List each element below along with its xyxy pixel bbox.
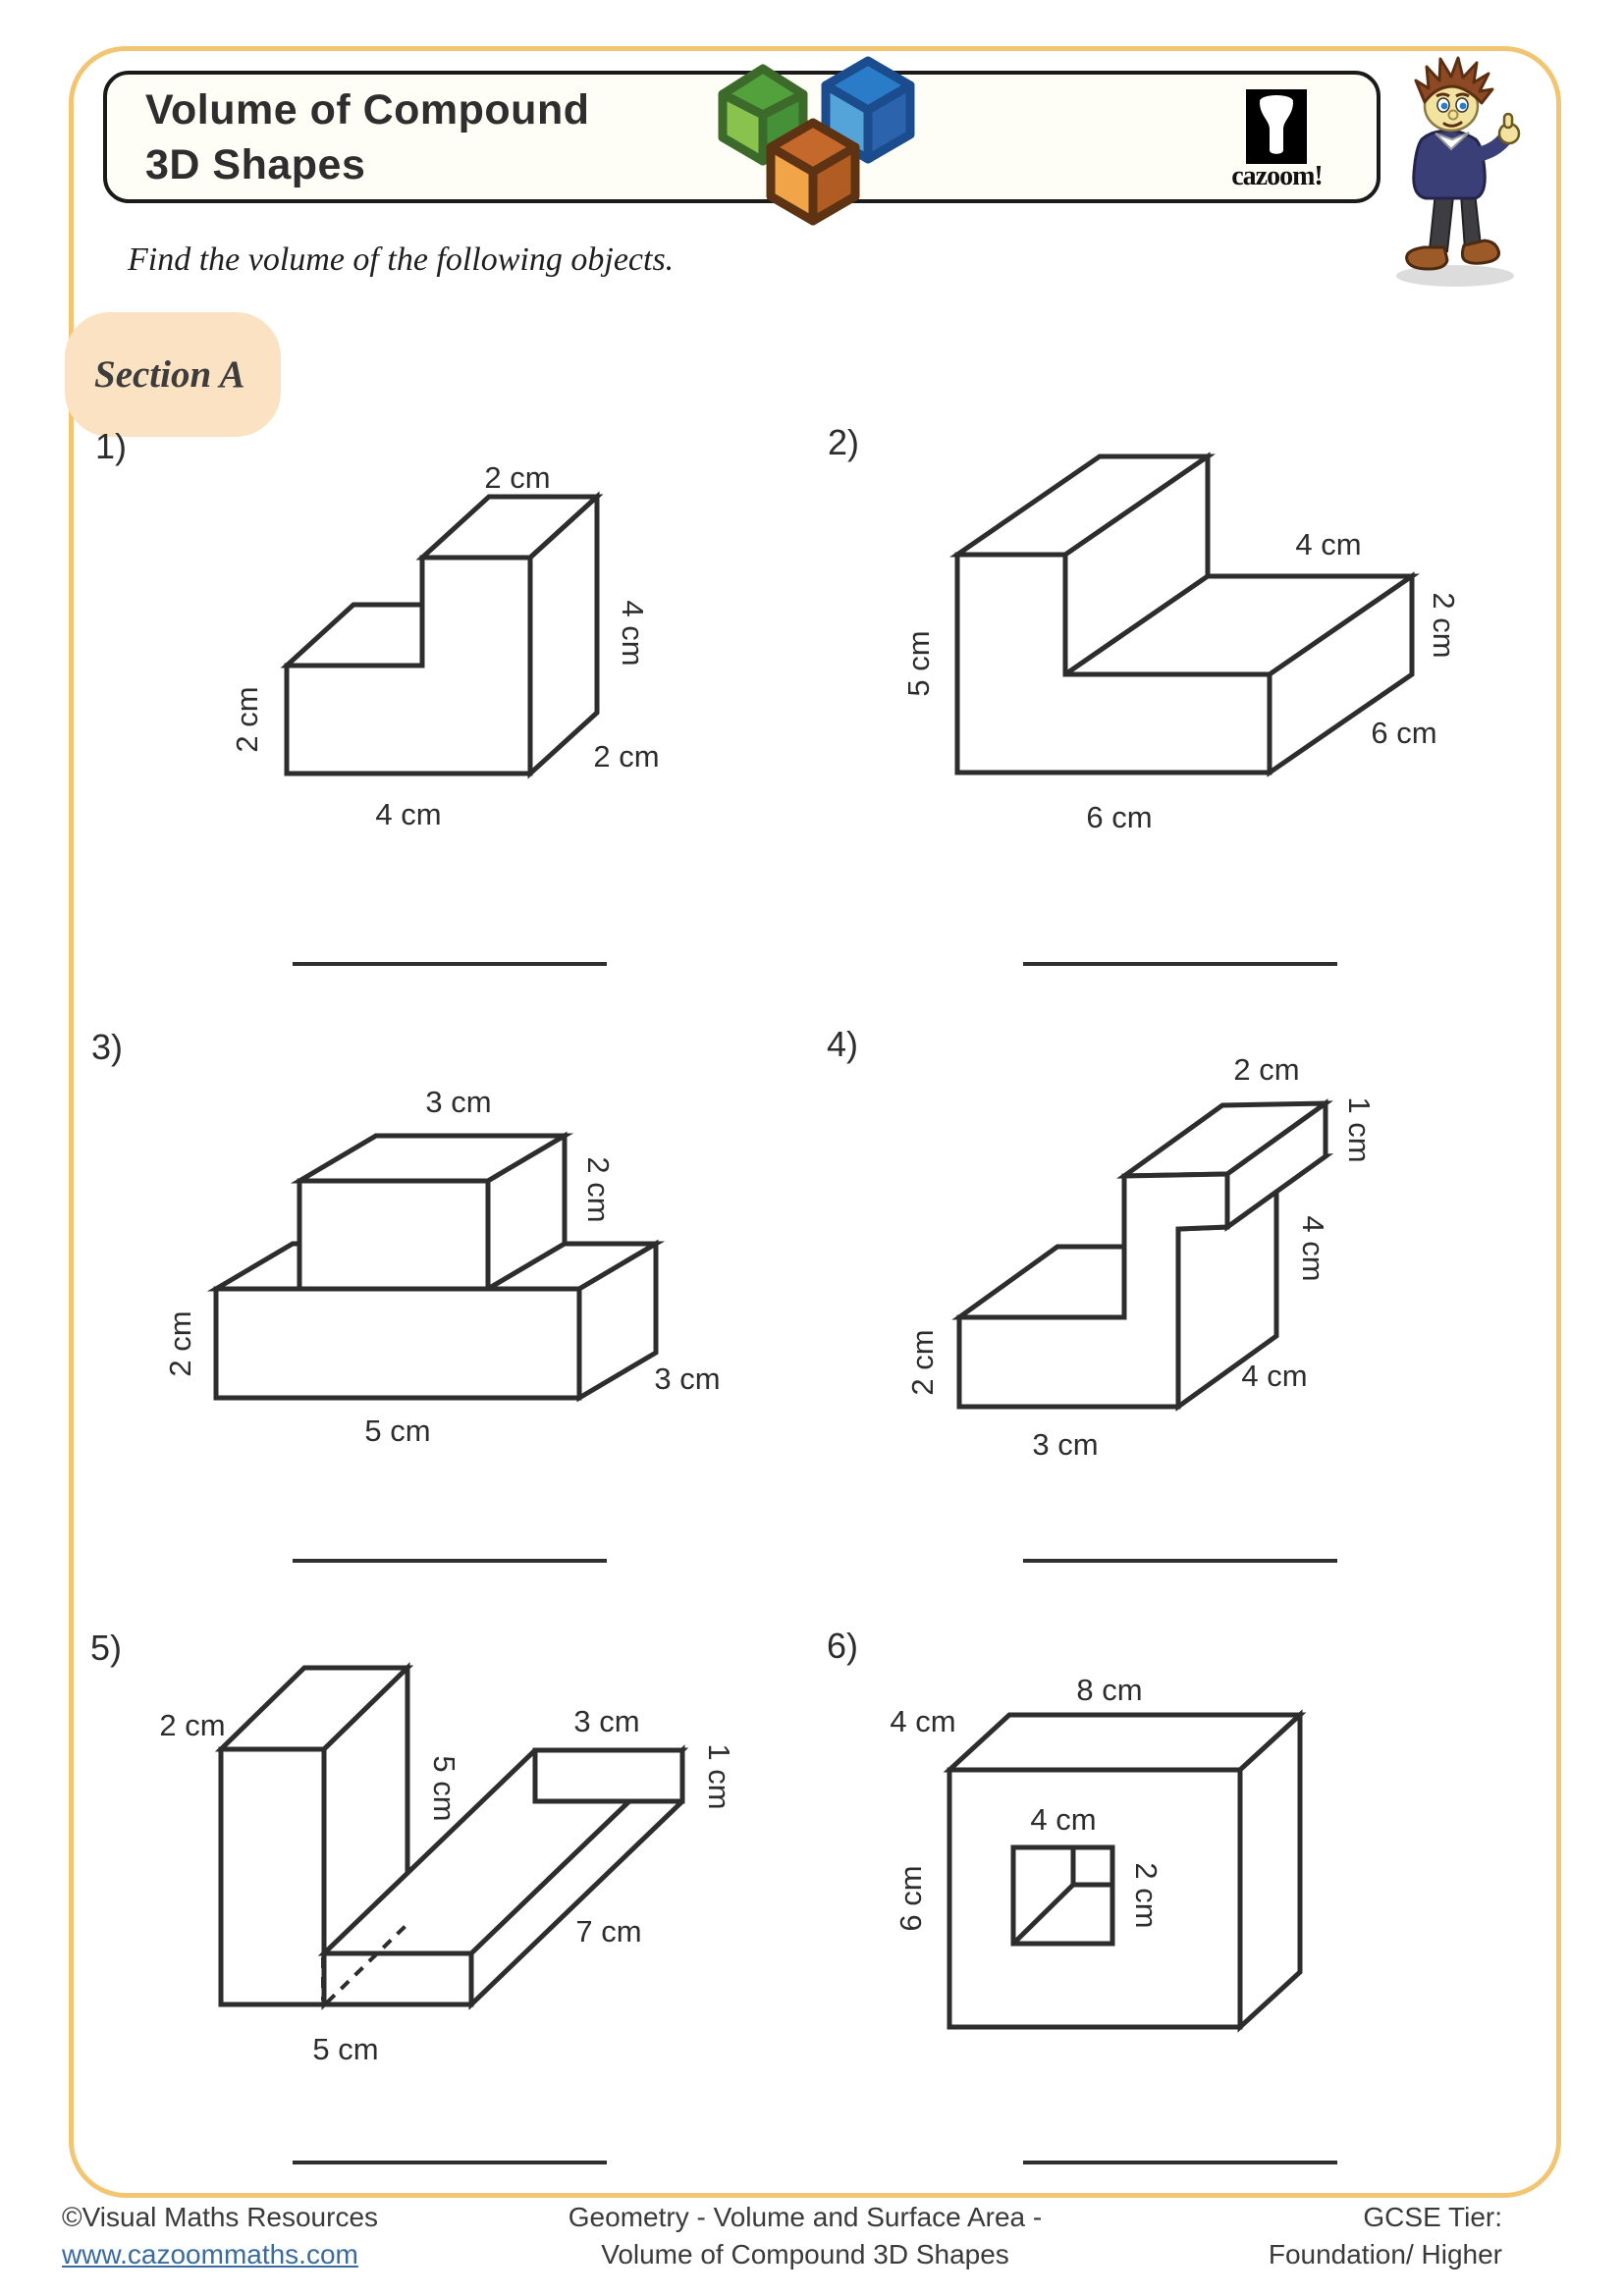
- page-title-line1: Volume of Compound: [145, 86, 590, 133]
- figure-6-dim-hole-right: 2 cm: [1129, 1862, 1164, 1929]
- figure-5-beam-front-face: [324, 1953, 471, 2004]
- figure-4-dim-right-mid: 4 cm: [1296, 1215, 1330, 1282]
- figure-1-dim-bottom: 4 cm: [375, 797, 442, 831]
- footer-copyright: ©Visual Maths Resources: [62, 2202, 379, 2232]
- instruction-text: Find the volume of the following objects.: [128, 241, 675, 278]
- figure-3-t-block: [163, 1085, 721, 1448]
- figure-5-dim-bottom: 5 cm: [312, 2032, 379, 2066]
- figure-4-staircase-block: [905, 1052, 1377, 1462]
- footer-tier-label: GCSE Tier:: [1363, 2202, 1502, 2232]
- figure-6-right-face: [1240, 1715, 1300, 2027]
- figure-3-dim-right: 2 cm: [581, 1156, 616, 1223]
- problem-3-number: 3): [91, 1027, 124, 1067]
- figure-2-dim-right: 2 cm: [1427, 592, 1461, 659]
- figure-1-front-face: [287, 558, 530, 774]
- figure-5-slab-beam-block: [159, 1668, 736, 2066]
- figure-6-box-with-hole: [890, 1673, 1300, 2027]
- figure-1-dim-top: 2 cm: [484, 460, 551, 495]
- figure-4-dim-left: 2 cm: [905, 1329, 940, 1396]
- figure-5-dim-slab-right: 5 cm: [427, 1755, 461, 1822]
- figure-6-dim-depth: 4 cm: [890, 1704, 956, 1738]
- figure-4-dim-depth: 4 cm: [1241, 1359, 1308, 1393]
- figure-4-dim-top: 2 cm: [1233, 1052, 1300, 1087]
- page-title-line2: 3D Shapes: [145, 141, 366, 188]
- figure-2-dim-left: 5 cm: [901, 630, 936, 697]
- figure-3-dim-left: 2 cm: [163, 1310, 197, 1377]
- figure-6-dim-left: 6 cm: [893, 1865, 928, 1932]
- figure-1-l-block: [230, 460, 660, 831]
- figure-3-dim-depth: 3 cm: [654, 1362, 721, 1396]
- figure-2-dim-bottom: 6 cm: [1086, 800, 1153, 834]
- section-a-label: Section A: [94, 353, 245, 396]
- problem-2-number: 2): [828, 422, 860, 462]
- figure-2-dim-top: 4 cm: [1295, 527, 1362, 561]
- problem-6-number: 6): [827, 1626, 859, 1666]
- footer-left: [62, 2199, 378, 2273]
- footer-topic-line1: Geometry - Volume and Surface Area -: [568, 2202, 1043, 2232]
- figure-6-dim-hole-top: 4 cm: [1030, 1802, 1097, 1837]
- figure-1-dim-right: 4 cm: [616, 600, 650, 667]
- footer-center: [481, 2199, 1129, 2273]
- footer-website-link[interactable]: www.cazoommaths.com: [62, 2239, 358, 2269]
- footer-tier-value: Foundation/ Higher: [1268, 2239, 1502, 2269]
- figure-3-block-front-face: [299, 1181, 488, 1289]
- figure-5-dim-beam-top: 3 cm: [573, 1704, 640, 1738]
- figure-1-dim-left: 2 cm: [230, 686, 264, 753]
- figure-4-dim-bottom: 3 cm: [1032, 1427, 1099, 1462]
- footer-topic-line2: Volume of Compound 3D Shapes: [601, 2239, 1009, 2269]
- figure-2-dim-depth: 6 cm: [1371, 716, 1437, 750]
- figure-5-beam-end-face: [535, 1750, 682, 1801]
- figure-3-dim-top: 3 cm: [425, 1085, 492, 1119]
- figure-4-dim-right-top: 1 cm: [1342, 1096, 1377, 1163]
- problem-4-number: 4): [827, 1024, 859, 1064]
- figure-3-base-front-face: [216, 1289, 579, 1398]
- footer-right: [1218, 2199, 1502, 2273]
- figure-3-dim-bottom: 5 cm: [364, 1414, 431, 1448]
- figure-1-dim-depth: 2 cm: [593, 739, 660, 774]
- figure-5-dim-top-left: 2 cm: [159, 1708, 226, 1742]
- figure-5-dim-beam-length: 7 cm: [575, 1914, 642, 1949]
- cazoom-logo-text: cazoom!: [1231, 161, 1323, 191]
- problem-1-number: 1): [95, 426, 128, 466]
- figure-5-dim-beam-right: 1 cm: [702, 1743, 736, 1810]
- problem-5-number: 5): [90, 1628, 123, 1668]
- figure-5-slab-front-face: [221, 1749, 324, 2004]
- figure-2-step-block: [901, 456, 1461, 834]
- figure-6-dim-top: 8 cm: [1076, 1673, 1143, 1707]
